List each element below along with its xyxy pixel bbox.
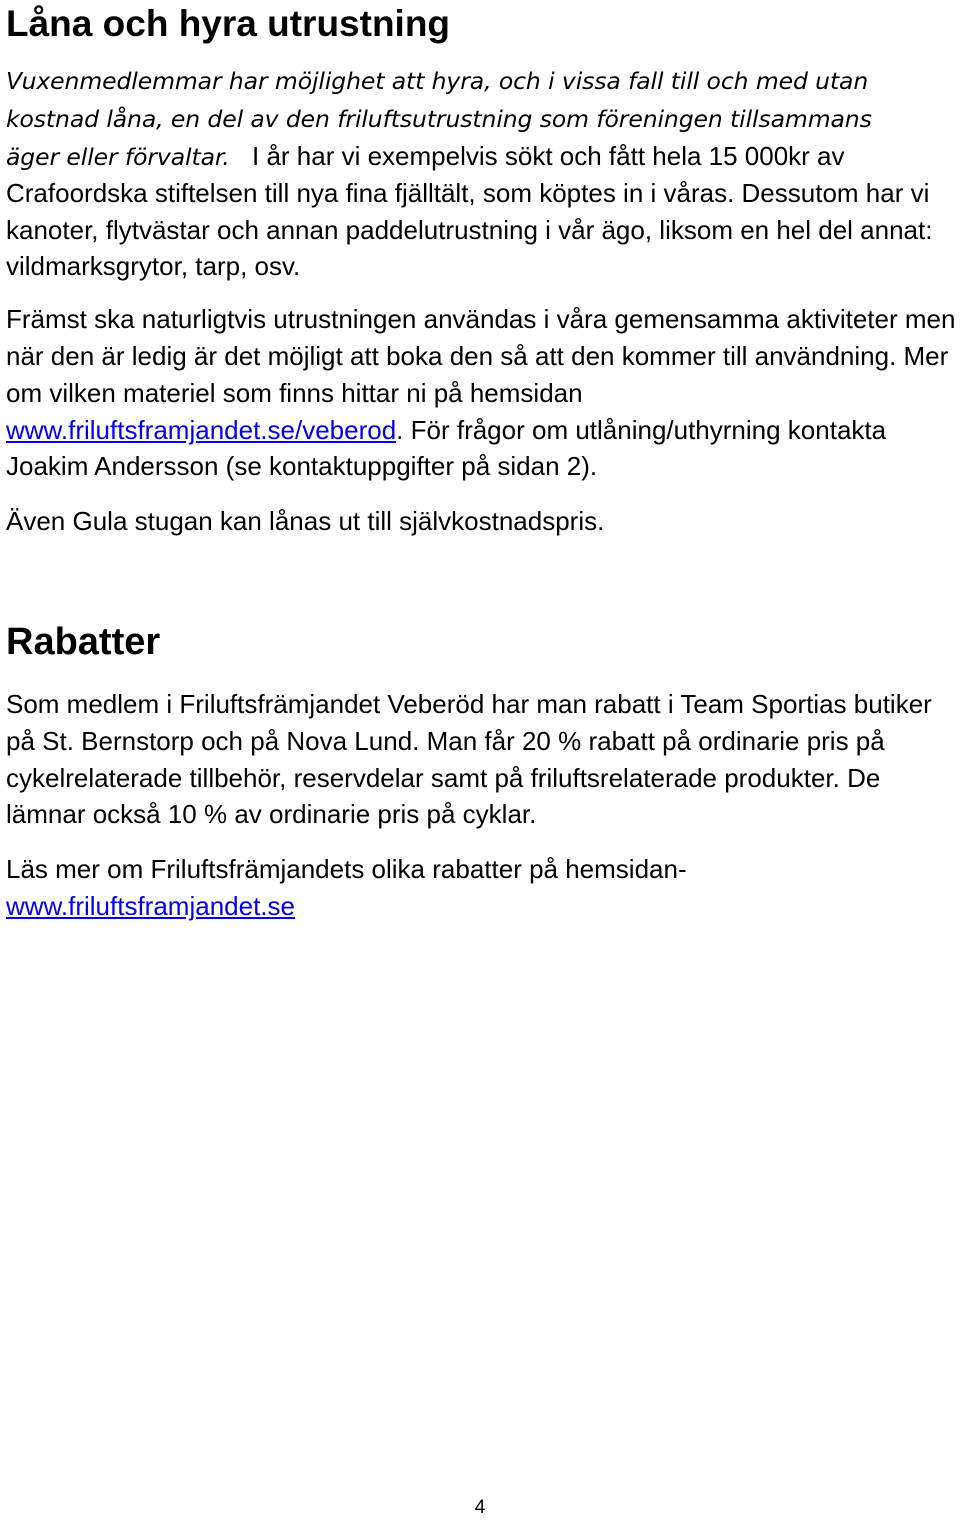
intro-line-1: Vuxenmedlemmar har möjlighet att hyra, och i vissa fall till och med utan [6,67,869,95]
document-page [6,0,956,925]
friluftsframjandet-link[interactable]: www.friluftsframjandet.se [6,890,295,921]
intro-line-2: kostnad låna, en del av den friluftsutrustning som föreningen tillsammans [6,105,872,133]
paragraph-equipment: I år har vi exempelvis sökt och fått hela 15 000kr av Crafoordska stiftelsen till nya fina fjälltält, som köptes in i våras. Dessutom har vi kanoter, flytvästar och annan paddelutrustning i vår ägo, liksom en hel del annat: vildmarksgrytor, tarp, osv. [6,141,933,282]
veberod-link[interactable]: www.friluftsframjandet.se/veberod [6,414,397,445]
paragraph-read-more [6,851,956,925]
read-more-text: Läs mer om Friluftsfrämjandets olika rabatter på hemsidan- [6,854,687,885]
section-title-rabatter: Rabatter [6,620,161,663]
paragraph-booking [6,301,956,485]
paragraph-discount: Som medlem i Friluftsfrämjandet Veberöd har man rabatt i Team Sportias butiker på St. Bernstorp och på Nova Lund. Man får 20 % rabatt på ordinarie pris på cykelrelaterade tillbehör, reservdelar samt på friluftsrelaterade produkter. De lämnar också 10 % av ordinarie pris på cyklar. [6,688,932,830]
intro-line-3: äger eller förvaltar. [6,143,230,171]
paragraph-gula-stugan: Även Gula stugan kan lånas ut till självkostnadspris. [6,506,605,537]
booking-text-contact: . För frågor om utlåning/uthyrning kontakta Joakim Andersson (se kontaktuppgifter på sidan 2). [6,414,887,482]
booking-text: Främst ska naturligtvis utrustningen användas i våra gemensamma aktiviteter men när den är ledig är det möjligt att boka den så att den kommer till användning. Mer om vilken materiel som finns hittar ni på hemsidan [6,304,956,408]
page-number: 4 [474,1497,486,1518]
page-title: Låna och hyra utrustning [6,3,451,44]
